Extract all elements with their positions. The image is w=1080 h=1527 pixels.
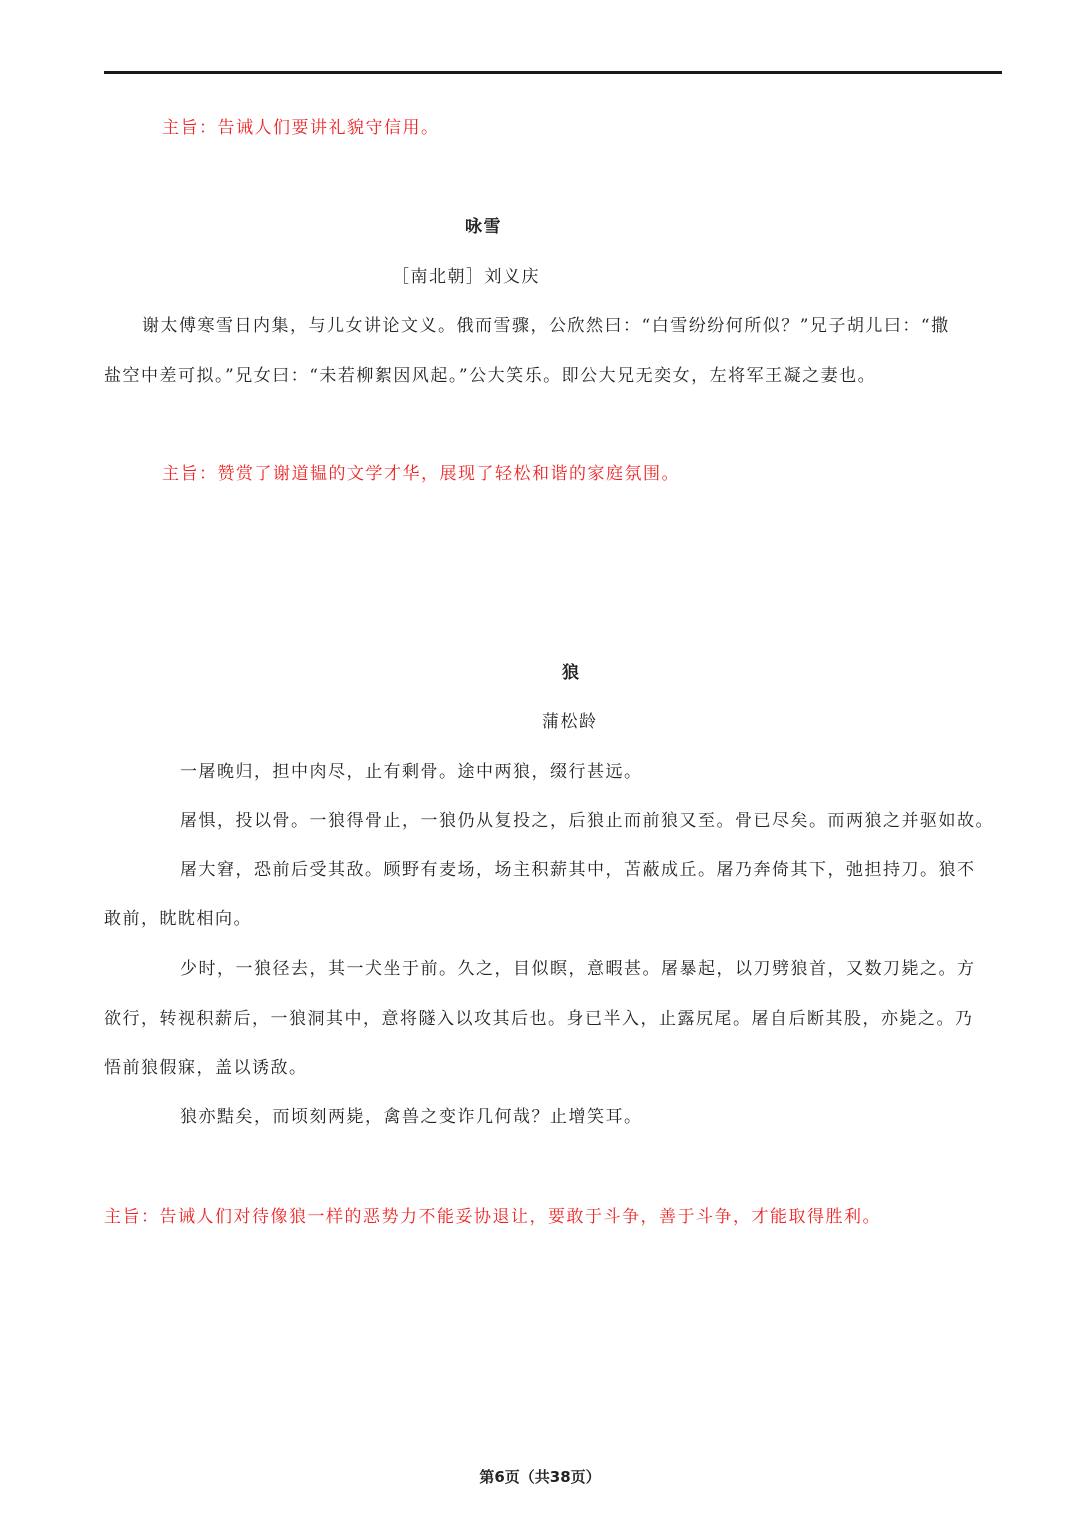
poem-title-yongxue: 咏雪	[465, 217, 502, 237]
text-line: 狼亦黠矣，而顷刻两毙，禽兽之变诈几何哉？止增笑耳。	[180, 1107, 643, 1127]
text-line: 盐空中差可拟。”兄女曰：“未若柳絮因风起。”公大笑乐。即公大兄无奕女，左将军王凝之妻也。	[104, 366, 877, 386]
theme-line-3: 主旨：告诫人们对待像狼一样的恶势力不能妥协退让，要敢于斗争，善于斗争，才能取得胜利。	[104, 1207, 881, 1227]
text-line: 敢前，眈眈相向。	[104, 909, 252, 929]
text-line: 一屠晚归，担中肉尽，止有剩骨。途中两狼，缀行甚远。	[180, 762, 643, 782]
text-line: 屠大窘，恐前后受其敌。顾野有麦场，场主积薪其中，苫蔽成丘。屠乃奔倚其下，弛担持刀。狼不	[180, 860, 976, 880]
text-line: 谢太傅寒雪日内集，与儿女讲论文义。俄而雪骤，公欣然曰：“白雪纷纷何所似？”兄子胡儿曰：“撒	[142, 316, 950, 336]
theme-line-1: 主旨：告诫人们要讲礼貌守信用。	[162, 118, 440, 138]
text-line: 屠惧，投以骨。一狼得骨止，一狼仍从复投之，后狼止而前狼又至。骨已尽矣。而两狼之并驱如故。	[180, 811, 994, 831]
text-line: 欲行，转视积薪后，一狼洞其中，意将隧入以攻其后也。身已半入，止露尻尾。屠自后断其股，亦毙之。乃	[104, 1009, 974, 1029]
text-line: 少时，一狼径去，其一犬坐于前。久之，目似瞑，意暇甚。屠暴起，以刀劈狼首，又数刀毙之。方	[180, 959, 976, 979]
author-yongxue: ［南北朝］刘义庆	[392, 267, 540, 287]
theme-line-2: 主旨：赞赏了谢道韫的文学才华，展现了轻松和谐的家庭氛围。	[162, 464, 680, 484]
text-line: 悟前狼假寐，盖以诱敌。	[104, 1058, 308, 1078]
poem-title-lang: 狼	[562, 663, 581, 683]
header-rule	[104, 71, 1002, 74]
author-lang: 蒲松龄	[542, 712, 598, 732]
page-footer: 第6页（共38页）	[479, 1468, 601, 1486]
